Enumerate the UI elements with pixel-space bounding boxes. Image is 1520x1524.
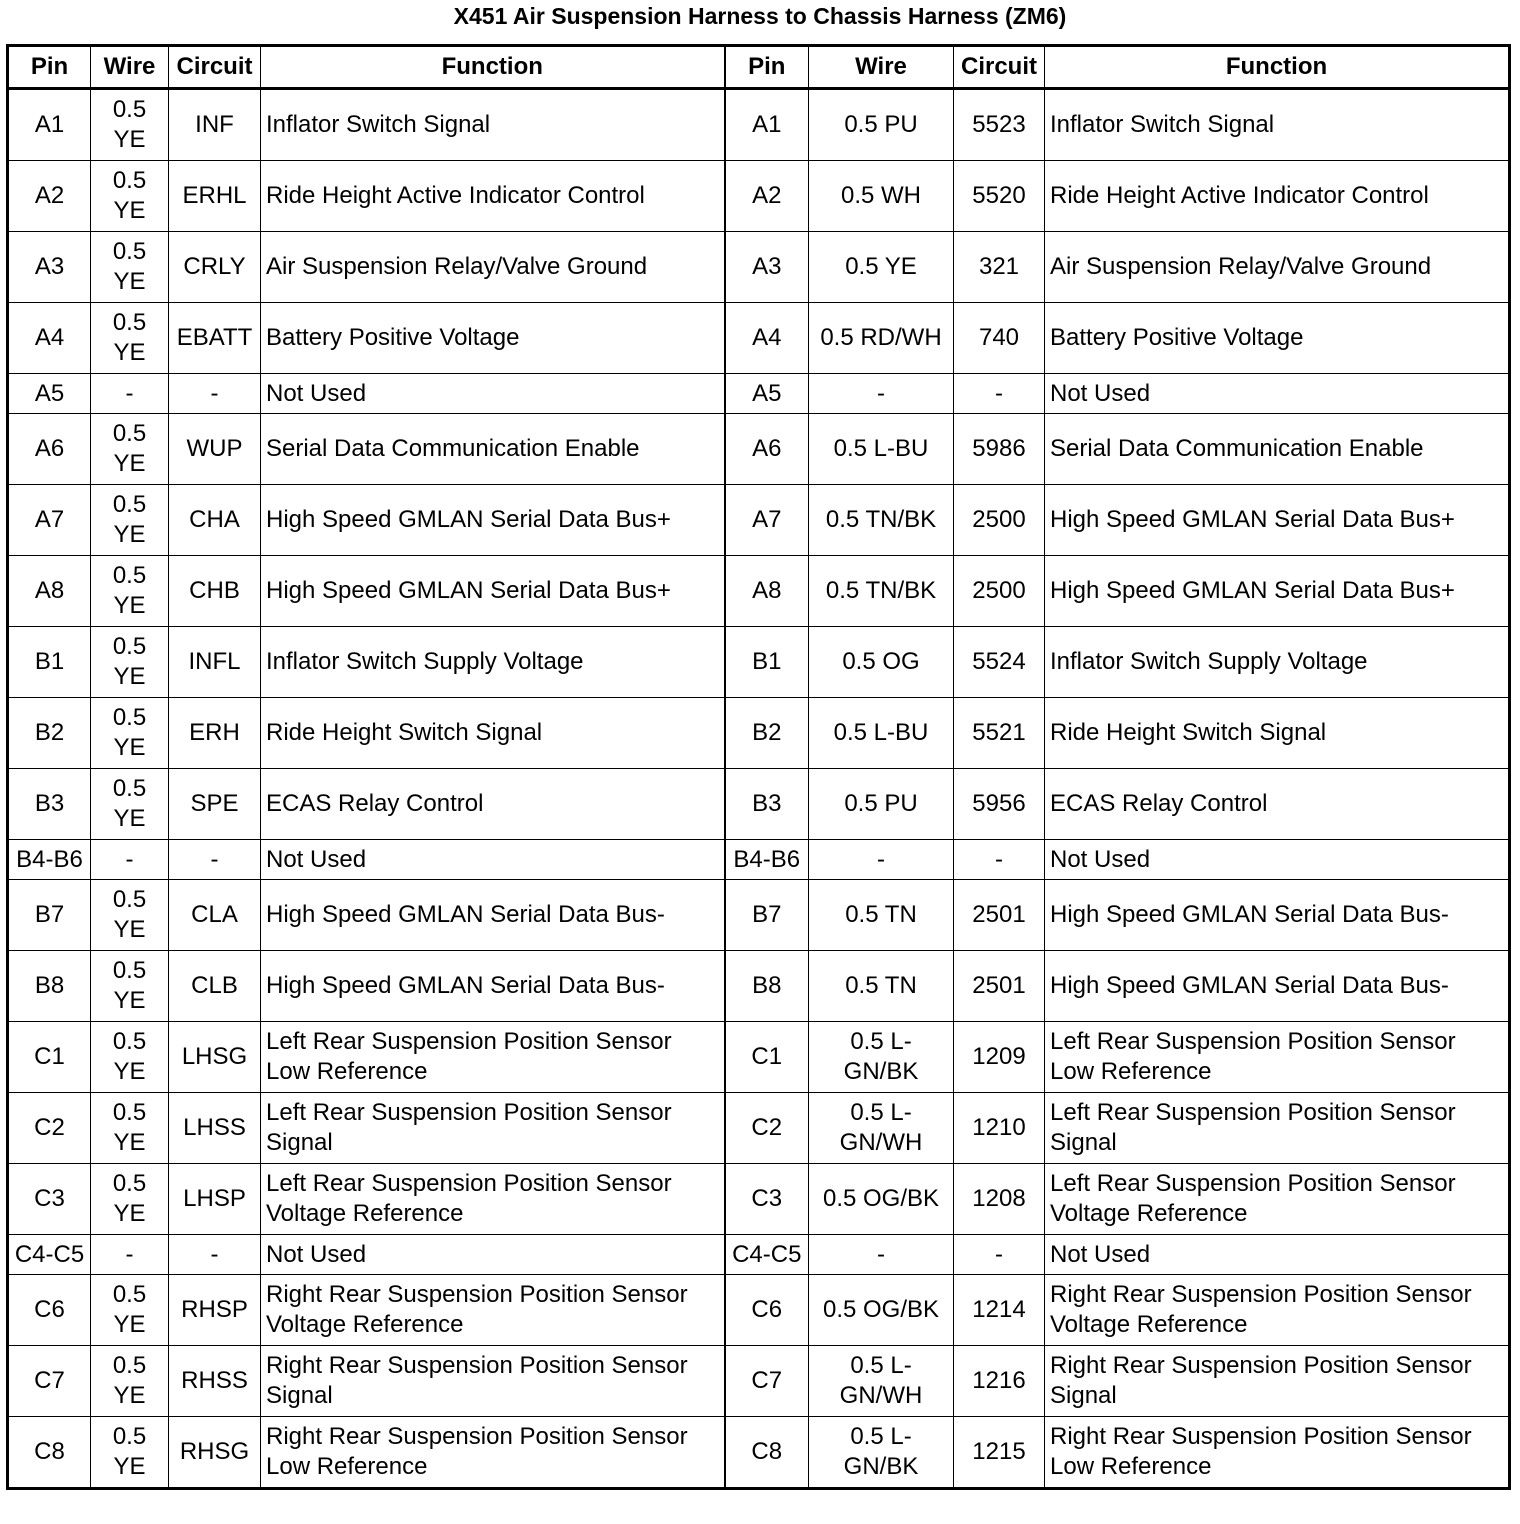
cell-wire-a: 0.5 YE (91, 1346, 169, 1417)
cell-circuit-a: - (169, 840, 261, 880)
cell-function-a: Ride Height Switch Signal (261, 698, 725, 769)
cell-function-b: Right Rear Suspension Position Sensor Low Reference (1045, 1417, 1510, 1489)
cell-function-a: Battery Positive Voltage (261, 303, 725, 374)
cell-circuit-b: 321 (954, 232, 1045, 303)
cell-pin-a: B8 (8, 951, 91, 1022)
cell-wire-a: - (91, 374, 169, 414)
cell-pin-a: B2 (8, 698, 91, 769)
cell-function-b: Left Rear Suspension Position Sensor Signal (1045, 1093, 1510, 1164)
cell-pin-a: C6 (8, 1275, 91, 1346)
cell-wire-b: 0.5 L-GN/BK (809, 1417, 954, 1489)
cell-pin-a: A3 (8, 232, 91, 303)
cell-pin-a: A4 (8, 303, 91, 374)
cell-function-a: High Speed GMLAN Serial Data Bus+ (261, 485, 725, 556)
table-row (8, 1235, 1510, 1275)
cell-wire-b: 0.5 PU (809, 89, 954, 161)
cell-circuit-a: RHSG (169, 1417, 261, 1489)
cell-function-b: ECAS Relay Control (1045, 769, 1510, 840)
cell-pin-a: A5 (8, 374, 91, 414)
cell-function-a: Serial Data Communication Enable (261, 414, 725, 485)
cell-circuit-b: 1216 (954, 1346, 1045, 1417)
cell-circuit-b: 1209 (954, 1022, 1045, 1093)
header-row (8, 46, 1510, 89)
cell-wire-b: 0.5 PU (809, 769, 954, 840)
cell-pin-b: C4-C5 (725, 1235, 809, 1275)
cell-circuit-a: CHB (169, 556, 261, 627)
table-row (8, 485, 1510, 556)
cell-circuit-b: 1215 (954, 1417, 1045, 1489)
cell-circuit-b: - (954, 1235, 1045, 1275)
cell-pin-b: B1 (725, 627, 809, 698)
cell-circuit-a: - (169, 1235, 261, 1275)
cell-pin-b: A8 (725, 556, 809, 627)
header-function-b: Function (1045, 46, 1510, 89)
cell-function-b: High Speed GMLAN Serial Data Bus+ (1045, 485, 1510, 556)
cell-pin-b: C8 (725, 1417, 809, 1489)
cell-circuit-a: ERH (169, 698, 261, 769)
table-row (8, 556, 1510, 627)
cell-wire-a: 0.5 YE (91, 627, 169, 698)
cell-pin-b: A7 (725, 485, 809, 556)
cell-circuit-a: ERHL (169, 161, 261, 232)
cell-circuit-b: 5956 (954, 769, 1045, 840)
cell-pin-b: C2 (725, 1093, 809, 1164)
cell-pin-b: C6 (725, 1275, 809, 1346)
cell-wire-b: 0.5 YE (809, 232, 954, 303)
cell-wire-a: 0.5 YE (91, 1093, 169, 1164)
cell-wire-a: 0.5 YE (91, 485, 169, 556)
table-row (8, 161, 1510, 232)
table-row (8, 232, 1510, 303)
cell-wire-b: 0.5 OG/BK (809, 1275, 954, 1346)
header-circuit-a: Circuit (169, 46, 261, 89)
cell-circuit-a: LHSS (169, 1093, 261, 1164)
cell-function-a: Left Rear Suspension Position Sensor Low Reference (261, 1022, 725, 1093)
cell-function-b: Not Used (1045, 1235, 1510, 1275)
table-row (8, 840, 1510, 880)
page-title: X451 Air Suspension Harness to Chassis Harness (ZM6) (453, 3, 1067, 29)
cell-function-a: Air Suspension Relay/Valve Ground (261, 232, 725, 303)
table-row (8, 1275, 1510, 1346)
cell-function-b: Ride Height Switch Signal (1045, 698, 1510, 769)
cell-function-b: High Speed GMLAN Serial Data Bus- (1045, 951, 1510, 1022)
table-row (8, 880, 1510, 951)
cell-pin-a: B7 (8, 880, 91, 951)
cell-function-a: Ride Height Active Indicator Control (261, 161, 725, 232)
cell-wire-a: 0.5 YE (91, 89, 169, 161)
cell-pin-b: B8 (725, 951, 809, 1022)
table-row (8, 698, 1510, 769)
cell-circuit-b: 5986 (954, 414, 1045, 485)
cell-function-b: Inflator Switch Signal (1045, 89, 1510, 161)
table-row (8, 951, 1510, 1022)
cell-pin-b: B4-B6 (725, 840, 809, 880)
cell-wire-b: 0.5 L-GN/WH (809, 1346, 954, 1417)
cell-circuit-a: WUP (169, 414, 261, 485)
table-row (8, 303, 1510, 374)
cell-pin-b: C7 (725, 1346, 809, 1417)
cell-wire-a: 0.5 YE (91, 698, 169, 769)
cell-wire-b: 0.5 OG/BK (809, 1164, 954, 1235)
cell-wire-b: - (809, 374, 954, 414)
cell-function-b: Ride Height Active Indicator Control (1045, 161, 1510, 232)
table-row (8, 1022, 1510, 1093)
cell-function-b: Air Suspension Relay/Valve Ground (1045, 232, 1510, 303)
cell-circuit-a: CLA (169, 880, 261, 951)
cell-wire-a: 0.5 YE (91, 1417, 169, 1489)
cell-wire-a: 0.5 YE (91, 1022, 169, 1093)
cell-function-b: Left Rear Suspension Position Sensor Voltage Reference (1045, 1164, 1510, 1235)
cell-wire-b: 0.5 L-GN/WH (809, 1093, 954, 1164)
cell-circuit-b: 1210 (954, 1093, 1045, 1164)
cell-circuit-b: 2501 (954, 951, 1045, 1022)
table-row (8, 769, 1510, 840)
pinout-body (8, 89, 1510, 1489)
table-row (8, 89, 1510, 161)
cell-wire-a: 0.5 YE (91, 556, 169, 627)
cell-wire-b: 0.5 OG (809, 627, 954, 698)
cell-wire-a: 0.5 YE (91, 880, 169, 951)
cell-circuit-b: 5524 (954, 627, 1045, 698)
table-row (8, 627, 1510, 698)
header-circuit-b: Circuit (954, 46, 1045, 89)
cell-circuit-b: 5523 (954, 89, 1045, 161)
cell-wire-b: 0.5 TN (809, 951, 954, 1022)
table-row (8, 374, 1510, 414)
cell-wire-b: 0.5 L-BU (809, 414, 954, 485)
cell-wire-a: 0.5 YE (91, 1275, 169, 1346)
cell-pin-b: A1 (725, 89, 809, 161)
cell-wire-a: - (91, 1235, 169, 1275)
cell-circuit-a: CRLY (169, 232, 261, 303)
cell-wire-a: 0.5 YE (91, 1164, 169, 1235)
cell-wire-a: 0.5 YE (91, 232, 169, 303)
cell-function-a: ECAS Relay Control (261, 769, 725, 840)
cell-pin-a: A2 (8, 161, 91, 232)
cell-pin-b: B7 (725, 880, 809, 951)
cell-function-a: High Speed GMLAN Serial Data Bus- (261, 880, 725, 951)
header-wire-b: Wire (809, 46, 954, 89)
cell-pin-a: B3 (8, 769, 91, 840)
header-pin-a: Pin (8, 46, 91, 89)
cell-circuit-a: - (169, 374, 261, 414)
cell-function-a: Inflator Switch Signal (261, 89, 725, 161)
cell-circuit-b: 2500 (954, 485, 1045, 556)
cell-pin-a: A6 (8, 414, 91, 485)
table-row (8, 1417, 1510, 1489)
header-wire-a: Wire (91, 46, 169, 89)
cell-pin-a: A7 (8, 485, 91, 556)
cell-circuit-a: RHSP (169, 1275, 261, 1346)
cell-function-a: Right Rear Suspension Position Sensor Low Reference (261, 1417, 725, 1489)
cell-circuit-a: LHSG (169, 1022, 261, 1093)
cell-circuit-b: - (954, 840, 1045, 880)
pinout-table (6, 44, 1511, 1490)
cell-circuit-a: SPE (169, 769, 261, 840)
cell-pin-b: C1 (725, 1022, 809, 1093)
cell-pin-a: B1 (8, 627, 91, 698)
cell-circuit-a: RHSS (169, 1346, 261, 1417)
cell-function-b: Serial Data Communication Enable (1045, 414, 1510, 485)
cell-wire-b: - (809, 1235, 954, 1275)
cell-wire-b: 0.5 WH (809, 161, 954, 232)
cell-pin-b: A4 (725, 303, 809, 374)
cell-function-b: Not Used (1045, 840, 1510, 880)
cell-pin-a: C2 (8, 1093, 91, 1164)
cell-wire-b: 0.5 RD/WH (809, 303, 954, 374)
cell-function-a: Not Used (261, 1235, 725, 1275)
cell-circuit-a: INFL (169, 627, 261, 698)
cell-wire-a: 0.5 YE (91, 951, 169, 1022)
cell-circuit-b: 2500 (954, 556, 1045, 627)
cell-wire-a: 0.5 YE (91, 161, 169, 232)
cell-function-a: Left Rear Suspension Position Sensor Signal (261, 1093, 725, 1164)
cell-pin-b: A5 (725, 374, 809, 414)
cell-wire-a: - (91, 840, 169, 880)
cell-function-a: High Speed GMLAN Serial Data Bus+ (261, 556, 725, 627)
cell-circuit-b: 1208 (954, 1164, 1045, 1235)
cell-function-b: Not Used (1045, 374, 1510, 414)
cell-wire-a: 0.5 YE (91, 303, 169, 374)
cell-circuit-b: 740 (954, 303, 1045, 374)
cell-circuit-a: LHSP (169, 1164, 261, 1235)
cell-function-a: Inflator Switch Supply Voltage (261, 627, 725, 698)
table-row (8, 1093, 1510, 1164)
cell-pin-b: B2 (725, 698, 809, 769)
table-row (8, 414, 1510, 485)
cell-circuit-a: CHA (169, 485, 261, 556)
cell-circuit-a: INF (169, 89, 261, 161)
cell-circuit-a: CLB (169, 951, 261, 1022)
cell-function-b: High Speed GMLAN Serial Data Bus- (1045, 880, 1510, 951)
cell-pin-b: C3 (725, 1164, 809, 1235)
cell-pin-a: B4-B6 (8, 840, 91, 880)
header-pin-b: Pin (725, 46, 809, 89)
cell-circuit-b: 5520 (954, 161, 1045, 232)
cell-wire-b: 0.5 L-GN/BK (809, 1022, 954, 1093)
cell-function-a: Right Rear Suspension Position Sensor Signal (261, 1346, 725, 1417)
cell-circuit-b: - (954, 374, 1045, 414)
table-row (8, 1346, 1510, 1417)
cell-function-b: Right Rear Suspension Position Sensor Signal (1045, 1346, 1510, 1417)
cell-function-b: Right Rear Suspension Position Sensor Voltage Reference (1045, 1275, 1510, 1346)
cell-circuit-b: 5521 (954, 698, 1045, 769)
cell-function-a: High Speed GMLAN Serial Data Bus- (261, 951, 725, 1022)
cell-wire-a: 0.5 YE (91, 769, 169, 840)
cell-pin-a: A8 (8, 556, 91, 627)
cell-function-b: Inflator Switch Supply Voltage (1045, 627, 1510, 698)
cell-pin-b: A6 (725, 414, 809, 485)
cell-wire-b: 0.5 TN (809, 880, 954, 951)
cell-wire-a: 0.5 YE (91, 414, 169, 485)
cell-function-a: Right Rear Suspension Position Sensor Voltage Reference (261, 1275, 725, 1346)
cell-function-a: Left Rear Suspension Position Sensor Voltage Reference (261, 1164, 725, 1235)
cell-function-b: Battery Positive Voltage (1045, 303, 1510, 374)
cell-wire-b: 0.5 L-BU (809, 698, 954, 769)
cell-pin-a: A1 (8, 89, 91, 161)
table-row (8, 1164, 1510, 1235)
cell-function-a: Not Used (261, 374, 725, 414)
cell-function-b: Left Rear Suspension Position Sensor Low Reference (1045, 1022, 1510, 1093)
cell-function-a: Not Used (261, 840, 725, 880)
cell-circuit-a: EBATT (169, 303, 261, 374)
cell-circuit-b: 1214 (954, 1275, 1045, 1346)
cell-function-b: High Speed GMLAN Serial Data Bus+ (1045, 556, 1510, 627)
cell-pin-a: C3 (8, 1164, 91, 1235)
cell-wire-b: 0.5 TN/BK (809, 485, 954, 556)
cell-wire-b: - (809, 840, 954, 880)
cell-pin-a: C7 (8, 1346, 91, 1417)
cell-circuit-b: 2501 (954, 880, 1045, 951)
cell-pin-b: A2 (725, 161, 809, 232)
cell-pin-a: C4-C5 (8, 1235, 91, 1275)
header-function-a: Function (261, 46, 725, 89)
cell-pin-a: C1 (8, 1022, 91, 1093)
cell-pin-b: B3 (725, 769, 809, 840)
cell-pin-a: C8 (8, 1417, 91, 1489)
cell-pin-b: A3 (725, 232, 809, 303)
cell-wire-b: 0.5 TN/BK (809, 556, 954, 627)
